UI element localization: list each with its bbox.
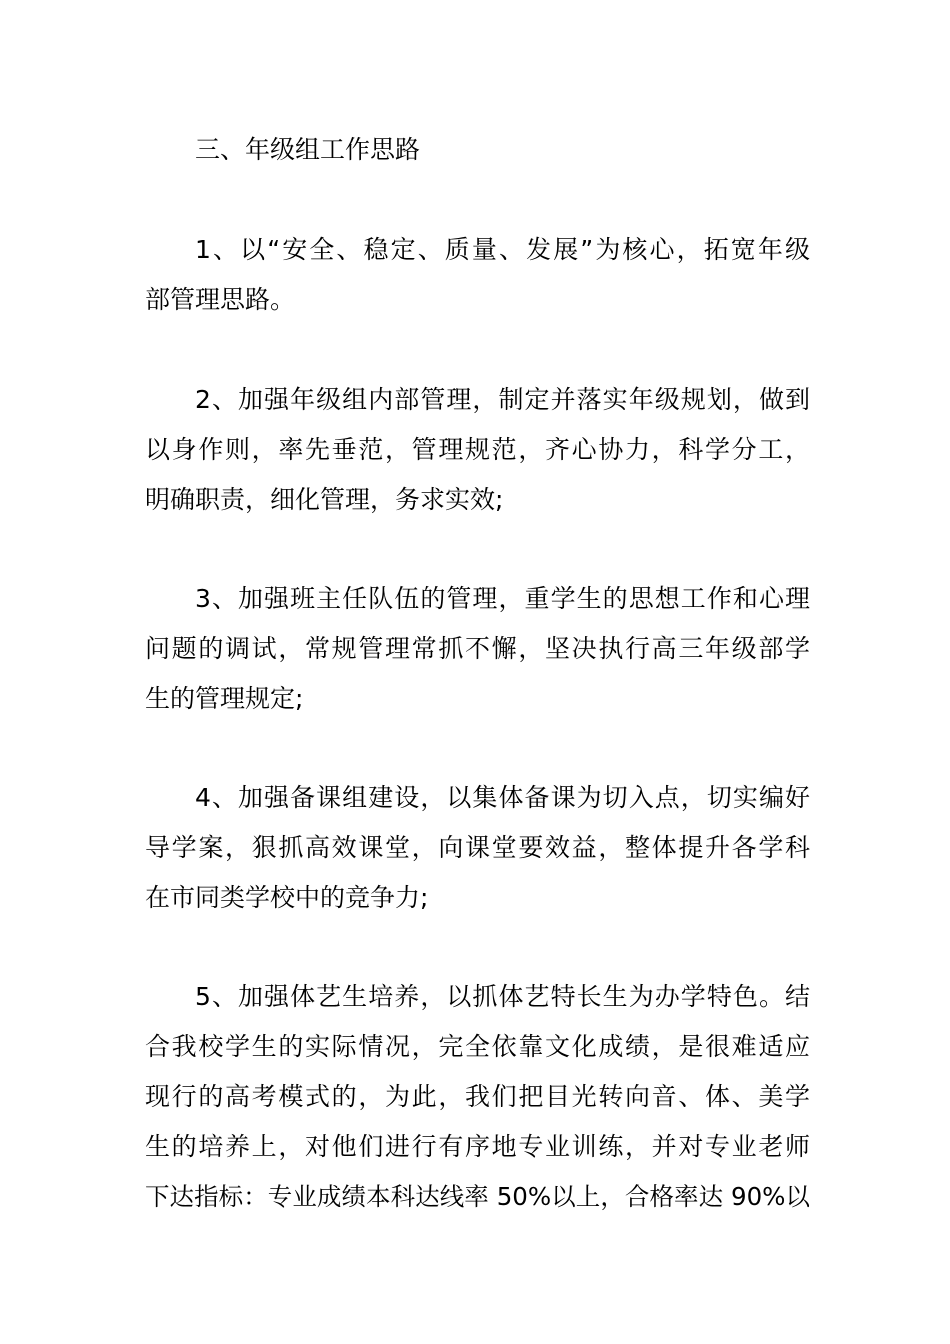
paragraph-4-line-3: 在市同类学校中的竞争力; xyxy=(145,883,429,912)
paragraph-5-line-1: 5、加强体艺生培养，以抓体艺特长生为办学特色。结 xyxy=(195,982,810,1011)
paragraph-1-line-2: 部管理思路。 xyxy=(145,285,296,314)
paragraph-3-line-2: 问题的调试，常规管理常抓不懈，坚决执行高三年级部学 xyxy=(145,634,810,663)
paragraph-3-line-3: 生的管理规定; xyxy=(145,684,304,713)
paragraph-5-line-4: 生的培养上，对他们进行有序地专业训练，并对专业老师 xyxy=(145,1132,810,1161)
paragraph-4-line-1: 4、加强备课组建设，以集体备课为切入点，切实编好 xyxy=(195,783,810,812)
paragraph-5-line-2: 合我校学生的实际情况，完全依靠文化成绩，是很难适应 xyxy=(145,1032,810,1061)
paragraph-4-line-2: 导学案，狠抓高效课堂，向课堂要效益，整体提升各学科 xyxy=(145,833,810,862)
paragraph-3-line-1: 3、加强班主任队伍的管理，重学生的思想工作和心理 xyxy=(195,584,810,613)
paragraph-2-line-1: 2、加强年级组内部管理，制定并落实年级规划，做到 xyxy=(195,385,810,414)
paragraph-5-line-3: 现行的高考模式的，为此，我们把目光转向音、体、美学 xyxy=(145,1082,810,1111)
paragraph-5-line-5: 下达指标：专业成绩本科达线率 50%以上，合格率达 90%以 xyxy=(145,1182,810,1211)
section-heading: 三、年级组工作思路 xyxy=(195,135,421,164)
paragraph-1-line-1: 1、以“安全、稳定、质量、发展”为核心，拓宽年级 xyxy=(195,235,810,264)
paragraph-2-line-2: 以身作则，率先垂范，管理规范，齐心协力，科学分工， xyxy=(145,435,810,464)
paragraph-2-line-3: 明确职责，细化管理，务求实效; xyxy=(145,485,504,514)
